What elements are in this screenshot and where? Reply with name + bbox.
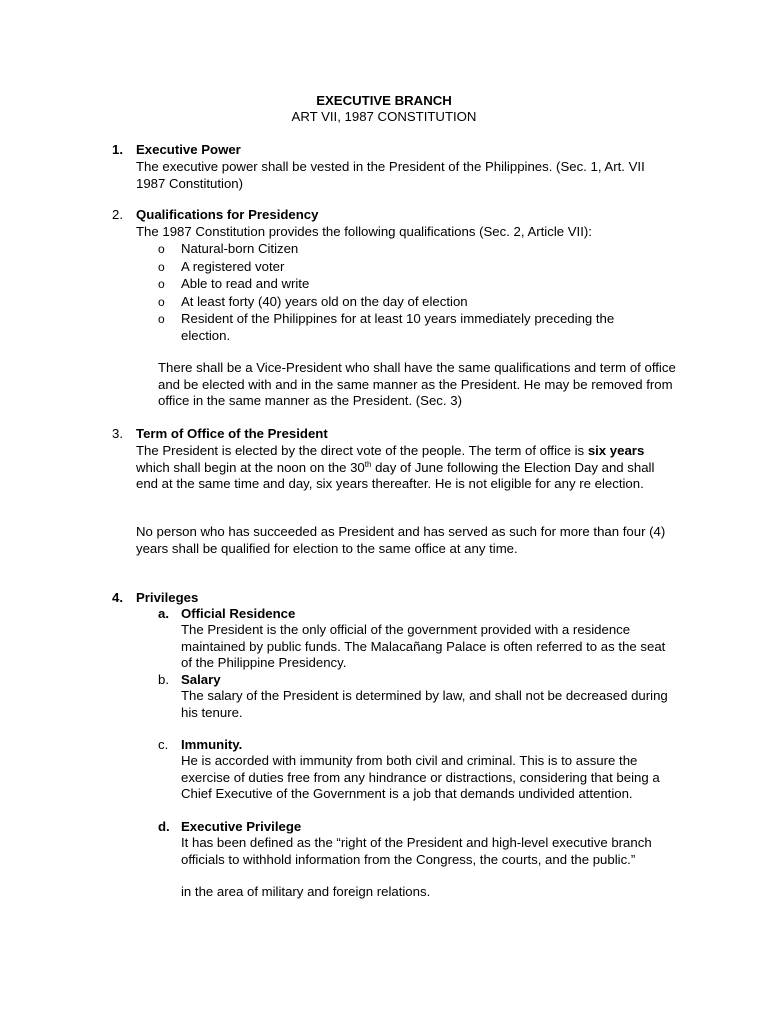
section-number: 4.	[112, 590, 123, 605]
item-letter: d.	[158, 819, 170, 834]
section-number: 2.	[112, 207, 123, 222]
six-years-emphasis: six years	[587, 443, 645, 458]
document-subtitle: ART VII, 1987 CONSTITUTION	[291, 109, 477, 124]
vice-president-text: There shall be a Vice-President who shall have the same qualifications and term of office and be elected with and in the same manner as the President. He may be removed from office in the same manner as the President. (Sec. 3)	[158, 360, 676, 409]
section-intro: The 1987 Constitution provides the following qualifications (Sec. 2, Article VII):	[136, 224, 592, 239]
bullet-circle-icon: o	[158, 312, 165, 327]
item-heading: Salary	[181, 672, 221, 687]
item-letter: a.	[158, 606, 169, 621]
section-number: 1.	[112, 142, 123, 157]
item-heading: Official Residence	[181, 606, 296, 621]
section-heading: Privileges	[136, 590, 199, 605]
list-item: o At least forty (40) years old on the day of election	[158, 293, 468, 309]
list-item: o Able to read and write	[158, 276, 310, 292]
item-letter: b.	[158, 672, 169, 687]
item-heading: Immunity.	[181, 737, 243, 752]
item-text: The President is the only official of the government provided with a residence maintained by public funds. The Malacañang Palace is often referred to as the seat of the Philippine Presidency.	[181, 622, 666, 671]
item-text: The salary of the President is determined by law, and shall not be decreased during his tenure.	[181, 688, 668, 720]
list-item: o Natural-born Citizen	[158, 241, 299, 256]
section-heading: Term of Office of the President	[136, 426, 328, 441]
succession-text: No person who has succeeded as President and has served as such for more than four (4) years shall be qualified for election to the same office at any time.	[136, 524, 666, 556]
section-number: 3.	[112, 426, 123, 441]
item-text: He is accorded with immunity from both civil and criminal. This is to assure the exercise of duties free from any hindrance or distractions, considering that being a Chief Executive of the Government is a job that demands undivided attention.	[181, 753, 660, 802]
bullet-circle-icon: o	[158, 294, 165, 309]
item-text: It has been defined as the “right of the President and high-level executive branch officials to withhold information from the Congress, the courts, and the public.”	[181, 835, 652, 867]
list-item: o A registered voter	[158, 258, 285, 274]
bullet-circle-icon: o	[158, 277, 165, 292]
item-text-continued: in the area of military and foreign relations.	[181, 884, 431, 899]
item-letter: c.	[158, 737, 169, 752]
section-text: The executive power shall be vested in the President of the Philippines. (Sec. 1, Art. VII 1987 Constitution)	[136, 159, 645, 191]
bullet-circle-icon: o	[158, 242, 165, 256]
qualifications-list	[136, 241, 636, 345]
section-heading: Qualifications for Presidency	[136, 207, 319, 222]
list-item: o Resident of the Philippines for at least 10 years immediately preceding the election.	[158, 311, 615, 343]
document-title: EXECUTIVE BRANCH	[316, 93, 452, 108]
item-heading: Executive Privilege	[181, 819, 302, 834]
bullet-circle-icon: o	[158, 259, 165, 274]
section-heading: Executive Power	[136, 142, 241, 157]
term-text: The President is elected by the direct vote of the people. The term of office is six years which shall begin at the noon on the 30th day of June following the Election Day and shall end at the same time and day, six years thereafter. He is not eligible for any re election.	[136, 443, 655, 492]
